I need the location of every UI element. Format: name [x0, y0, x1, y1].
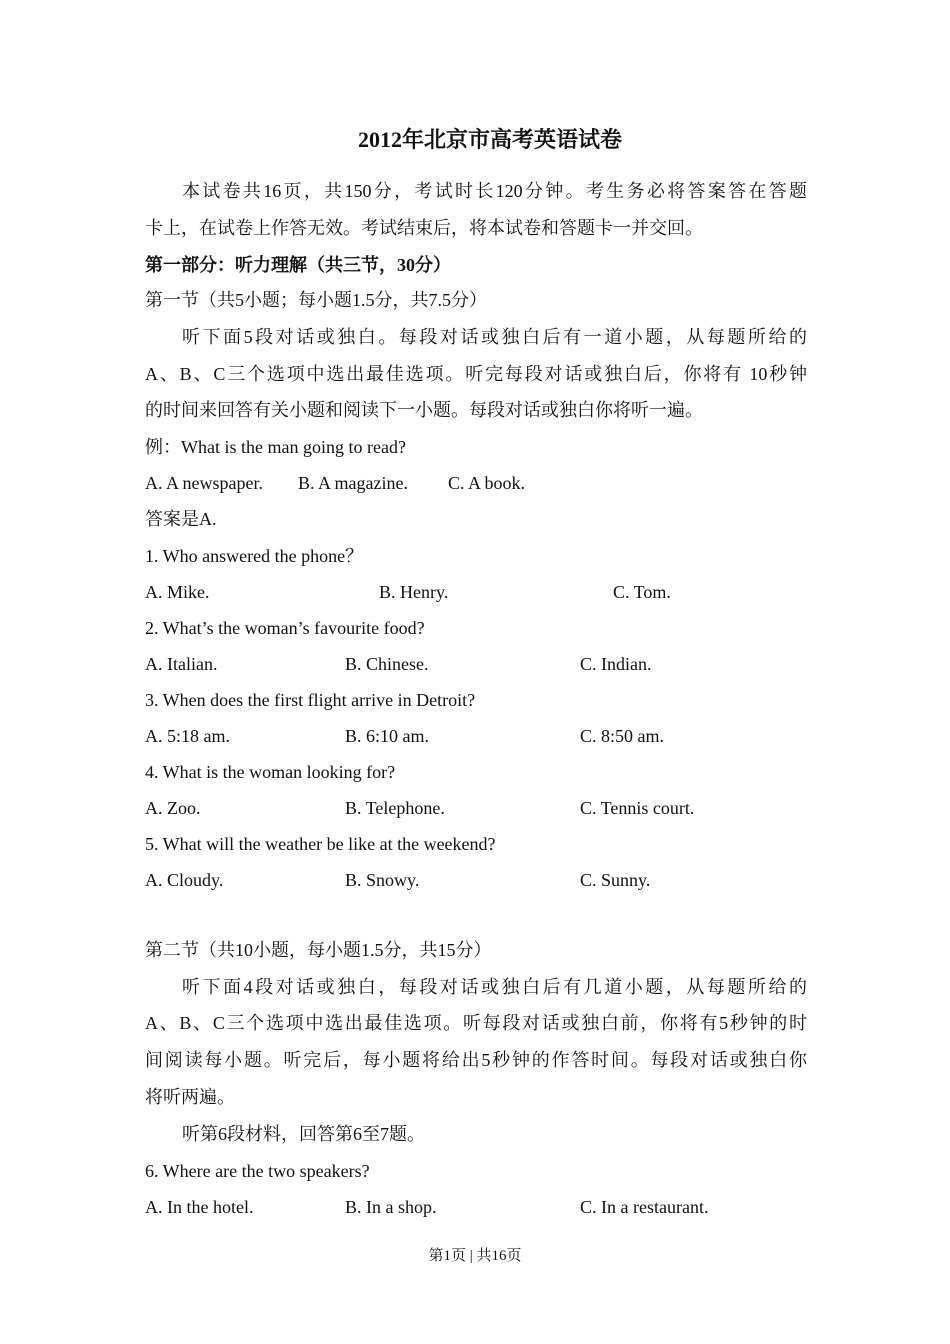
- part-heading: 第一部分：听力理解（共三节，30分）: [145, 255, 451, 275]
- question: 2. What’s the woman’s favourite food?: [145, 618, 425, 638]
- instruction-line: 间阅读每小题。听完后，每小题将给出5秒钟的作答时间。每段对话或独白你: [145, 1050, 807, 1070]
- option: C. Indian.: [580, 654, 652, 674]
- option: B. Henry.: [379, 582, 449, 602]
- instruction-line: A、B、C三个选项中选出最佳选项。听每段对话或独白前，你将有5秒钟的时: [145, 1013, 807, 1033]
- question: 4. What is the woman looking for?: [145, 762, 396, 782]
- option: C. A book.: [448, 473, 526, 493]
- option: B. Telephone.: [345, 798, 445, 818]
- example-answer: 答案是A.: [145, 509, 217, 529]
- option: C. In a restaurant.: [580, 1197, 709, 1217]
- option: A. Cloudy.: [145, 870, 224, 890]
- example-question: 例：What is the man going to read?: [145, 437, 406, 457]
- instruction-line: 听下面5段对话或独白。每段对话或独白后有一道小题，从每题所给的: [182, 327, 807, 347]
- option: B. A magazine.: [298, 473, 408, 493]
- option: A. 5:18 am.: [145, 726, 230, 746]
- question: 3. When does the first flight arrive in Detroit?: [145, 690, 476, 710]
- option: B. Chinese.: [345, 654, 429, 674]
- instruction-line: A、B、C三个选项中选出最佳选项。听完每段对话或独白后，你将有 10秒钟: [145, 364, 807, 384]
- material-note: 听第6段材料，回答第6至7题。: [182, 1124, 425, 1144]
- question: 6. Where are the two speakers?: [145, 1161, 370, 1181]
- option: C. Tennis court.: [580, 798, 695, 818]
- option: B. In a shop.: [345, 1197, 437, 1217]
- section-heading: 第一节（共5小题；每小题1.5分，共7.5分）: [145, 290, 487, 310]
- question: 5. What will the weather be like at the weekend?: [145, 834, 496, 854]
- option: A. Italian.: [145, 654, 218, 674]
- option: A. Mike.: [145, 582, 210, 602]
- option: C. Tom.: [613, 582, 671, 602]
- instruction-line: 听下面4段对话或独白，每段对话或独白后有几道小题，从每题所给的: [182, 977, 807, 997]
- option: A. A newspaper.: [145, 473, 263, 493]
- instruction-line: 将听两遍。: [145, 1087, 235, 1107]
- document-title: 2012年北京市高考英语试卷: [357, 127, 622, 152]
- option: C. 8:50 am.: [580, 726, 664, 746]
- question: 1. Who answered the phone？: [145, 546, 364, 566]
- intro-line: 本试卷共16页，共150分，考试时长120分钟。考生务必将答案答在答题: [182, 181, 807, 201]
- section-heading: 第二节（共10小题，每小题1.5分，共15分）: [145, 940, 492, 960]
- option: B. 6:10 am.: [345, 726, 429, 746]
- page-footer: 第1页 | 共16页: [428, 1248, 522, 1264]
- option: C. Sunny.: [580, 870, 651, 890]
- option: B. Snowy.: [345, 870, 420, 890]
- instruction-line: 的时间来回答有关小题和阅读下一小题。每段对话或独白你将听一遍。: [145, 400, 703, 420]
- option: A. In the hotel.: [145, 1197, 254, 1217]
- intro-line: 卡上，在试卷上作答无效。考试结束后，将本试卷和答题卡一并交回。: [145, 218, 703, 238]
- option: A. Zoo.: [145, 798, 201, 818]
